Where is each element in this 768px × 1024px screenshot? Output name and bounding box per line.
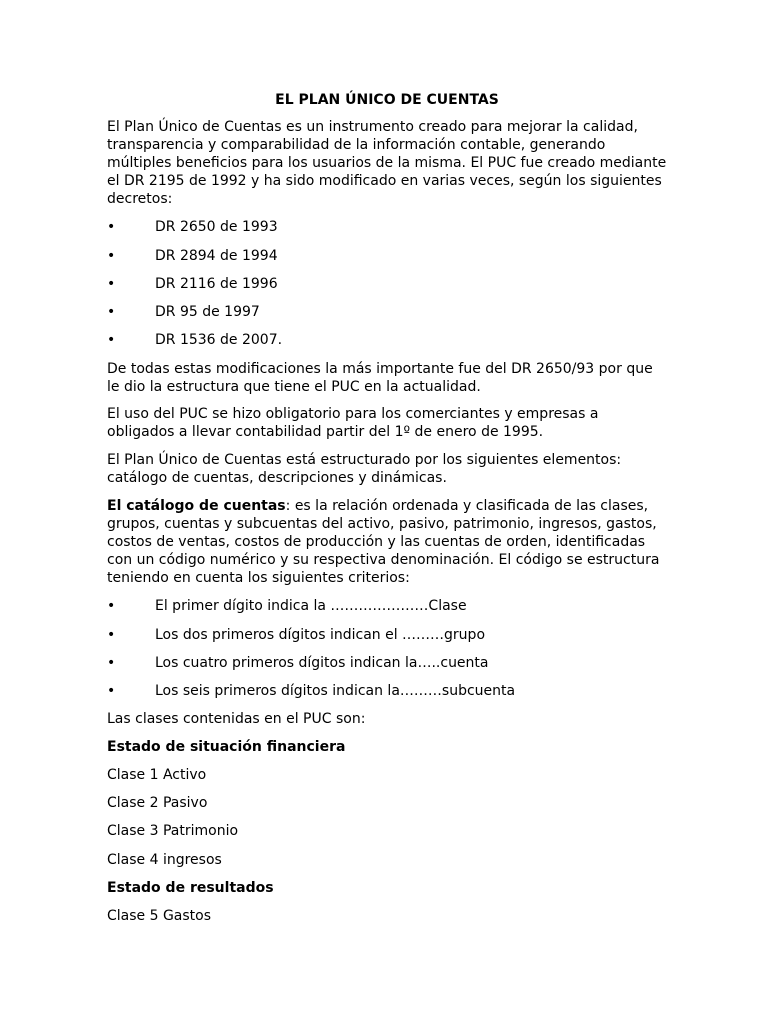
list-item-decree xyxy=(107,275,667,293)
heading-financial-position: Estado de situación financiera xyxy=(107,739,346,755)
criterion-label: El primer dígito indica la …………………Clase xyxy=(155,598,467,614)
catalog-definition: : es la relación ordenada y clasificada de las clases, grupos, cuentas y subcuentas del activo, pasivo, patrimonio, ingresos, gastos, costos de ventas, costos de producción y las cuentas de orden, identificadas con un código numérico y su respectiva denominación. El código se estructura teniendo en cuenta los siguientes criterios: xyxy=(107,498,660,586)
list-item-decree xyxy=(107,247,667,265)
criterion-label: Los cuatro primeros dígitos indican la…..cuenta xyxy=(155,655,489,671)
catalog-paragraph xyxy=(107,497,667,587)
list-item-decree xyxy=(107,331,667,349)
criterion-label: Los dos primeros dígitos indican el ………grupo xyxy=(155,627,486,643)
intro-paragraph: El Plan Único de Cuentas es un instrumento creado para mejorar la calidad, transparencia y comparabilidad de la información contable, generando múltiples beneficios para los usuarios de la misma. El PUC fue creado mediante el DR 2195 de 1992 y ha sido modificado en varias veces, según los siguientes decretos: xyxy=(107,119,667,207)
decree-label: DR 95 de 1997 xyxy=(155,304,260,320)
catalog-lead-term: El catálogo de cuentas xyxy=(107,498,286,514)
bullet-icon: • xyxy=(107,276,116,292)
mandatory-use-paragraph: El uso del PUC se hizo obligatorio para los comerciantes y empresas a obligados a llevar contabilidad partir del 1º de enero de 1995. xyxy=(107,406,599,440)
criterion-label: Los seis primeros dígitos indican la………subcuenta xyxy=(155,683,516,699)
list-item-criterion xyxy=(107,626,667,644)
structure-paragraph: El Plan Único de Cuentas está estructurado por los siguientes elementos: catálogo de cuentas, descripciones y dinámicas. xyxy=(107,452,622,486)
bullet-icon: • xyxy=(107,304,116,320)
list-item-criterion xyxy=(107,654,667,672)
class-item: Clase 1 Activo xyxy=(107,767,207,783)
bullet-icon: • xyxy=(107,219,116,235)
bullet-icon: • xyxy=(107,248,116,264)
bullet-icon: • xyxy=(107,655,116,671)
decree-label: DR 2116 de 1996 xyxy=(155,276,278,292)
classes-intro: Las clases contenidas en el PUC son: xyxy=(107,711,366,727)
list-item-decree xyxy=(107,218,667,236)
document-title: EL PLAN ÚNICO DE CUENTAS xyxy=(275,92,499,108)
modifications-paragraph: De todas estas modificaciones la más importante fue del DR 2650/93 por que le dio la estructura que tiene el PUC en la actualidad. xyxy=(107,361,653,395)
decree-label: DR 2650 de 1993 xyxy=(155,219,278,235)
decree-label: DR 2894 de 1994 xyxy=(155,248,278,264)
class-item: Clase 3 Patrimonio xyxy=(107,823,239,839)
list-item-decree xyxy=(107,303,667,321)
bullet-icon: • xyxy=(107,683,116,699)
bullet-icon: • xyxy=(107,332,116,348)
class-item: Clase 5 Gastos xyxy=(107,908,212,924)
decree-label: DR 1536 de 2007. xyxy=(155,332,283,348)
heading-income-statement: Estado de resultados xyxy=(107,880,274,896)
class-item: Clase 4 ingresos xyxy=(107,852,222,868)
list-item-criterion xyxy=(107,682,667,700)
bullet-icon: • xyxy=(107,627,116,643)
bullet-icon: • xyxy=(107,598,116,614)
list-item-criterion xyxy=(107,597,667,615)
class-item: Clase 2 Pasivo xyxy=(107,795,208,811)
